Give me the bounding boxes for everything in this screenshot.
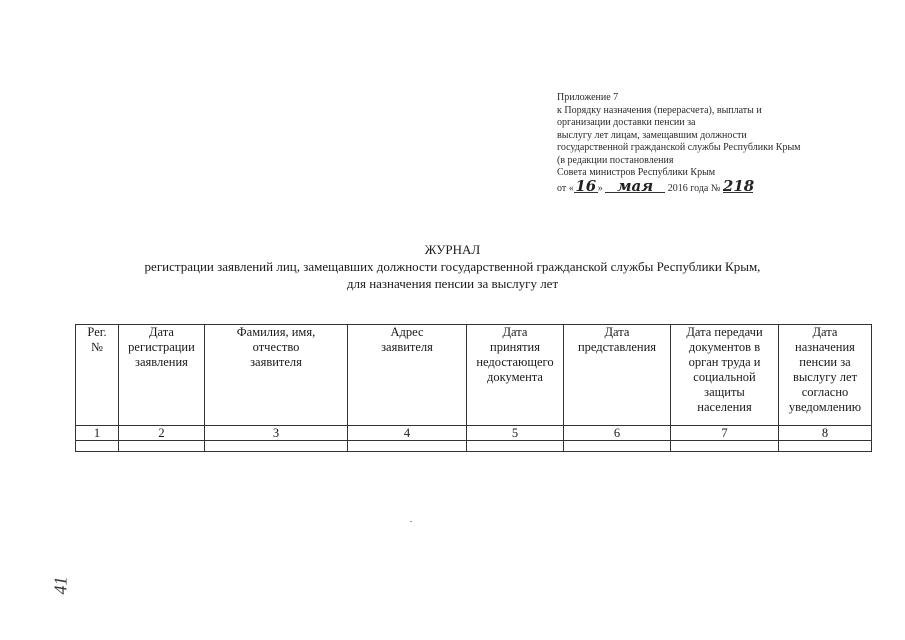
- table-row: [76, 441, 872, 452]
- header-text: принятия: [490, 340, 540, 354]
- handwritten-page-number: 41: [50, 576, 71, 595]
- date-prefix: от «: [557, 182, 574, 194]
- header-address: [348, 325, 467, 426]
- table-cell: [348, 441, 467, 452]
- appendix-date-line: [557, 176, 877, 196]
- table-cell: [671, 441, 779, 452]
- title-line-2: для назначения пенсии за выслугу лет: [346, 276, 559, 291]
- header-text: регистрации: [128, 340, 195, 354]
- header-transfer-date: [671, 325, 779, 426]
- column-number: 1: [76, 426, 119, 441]
- table-cell: [76, 441, 119, 452]
- header-text: Фамилия, имя,: [236, 325, 316, 339]
- appendix-line: Приложение 7: [557, 92, 619, 103]
- appendix-line: Совета министров Республики Крым: [557, 167, 716, 178]
- appendix-line: государственной гражданской службы Республики Крым: [557, 142, 801, 153]
- table-cell: [205, 441, 348, 452]
- table-cell: [119, 441, 205, 452]
- header-missing-doc-date: [467, 325, 564, 426]
- appendix-line: к Порядку назначения (перерасчета), выплаты и: [557, 104, 762, 116]
- header-text: согласно: [801, 385, 849, 399]
- header-submission-date: [564, 325, 671, 426]
- table-cell: [779, 441, 872, 452]
- column-number: 3: [205, 426, 348, 441]
- header-text: назначения: [795, 340, 855, 354]
- handwritten-month: мая: [605, 180, 665, 193]
- header-text: заявителя: [381, 340, 433, 354]
- journal-table: [75, 324, 872, 452]
- header-text: Адрес: [390, 325, 424, 339]
- column-number: 6: [564, 426, 671, 441]
- document-title: [0, 241, 905, 292]
- header-text: документов в: [688, 340, 761, 354]
- appendix-line: (в редакции постановления: [557, 154, 674, 166]
- handwritten-number: 218: [722, 176, 755, 195]
- header-text: представления: [577, 340, 657, 354]
- column-number: 7: [671, 426, 779, 441]
- date-year: 2016 года №: [667, 182, 721, 194]
- title-heading: ЖУРНАЛ: [424, 242, 481, 257]
- appendix-block: [557, 92, 877, 195]
- scan-speck: [410, 521, 412, 522]
- header-text: Дата: [604, 325, 630, 339]
- header-text: Дата: [502, 325, 528, 339]
- header-text: №: [91, 340, 103, 354]
- date-day-close: »: [597, 182, 603, 194]
- header-text: пенсии за: [799, 355, 851, 369]
- header-text: документа: [487, 370, 543, 384]
- header-registration-date: [119, 325, 205, 426]
- header-reg-number: [76, 325, 119, 426]
- appendix-line: организации доставки пенсии за: [557, 117, 696, 128]
- header-text: социальной: [693, 370, 756, 384]
- header-text: заявления: [135, 355, 188, 369]
- header-text: Дата: [149, 325, 174, 339]
- header-text: отчество: [252, 340, 300, 354]
- header-text: уведомлению: [788, 400, 862, 414]
- header-text: Дата: [812, 325, 838, 339]
- header-pension-date: [779, 325, 872, 426]
- table-header-row: [76, 325, 872, 426]
- header-text: недостающего: [476, 355, 554, 369]
- column-number: 8: [779, 426, 872, 441]
- column-number: 5: [467, 426, 564, 441]
- appendix-line: выслугу лет лицам, замещавшим должности: [557, 129, 747, 141]
- table-number-row: [76, 426, 872, 441]
- header-text: выслугу лет: [792, 370, 858, 384]
- handwritten-day: 16: [575, 176, 597, 195]
- header-text: Дата передачи: [686, 325, 763, 339]
- header-full-name: [205, 325, 348, 426]
- title-line-1: регистрации заявлений лиц, замещавших должности государственной гражданской службы Республики Крым,: [144, 259, 761, 274]
- header-text: защиты: [704, 385, 745, 399]
- table-cell: [467, 441, 564, 452]
- header-text: населения: [697, 400, 752, 414]
- table-cell: [564, 441, 671, 452]
- column-number: 2: [119, 426, 205, 441]
- column-number: 4: [348, 426, 467, 441]
- header-text: заявителя: [250, 355, 302, 369]
- header-text: орган труда и: [688, 355, 761, 369]
- header-text: Рег.: [87, 325, 107, 339]
